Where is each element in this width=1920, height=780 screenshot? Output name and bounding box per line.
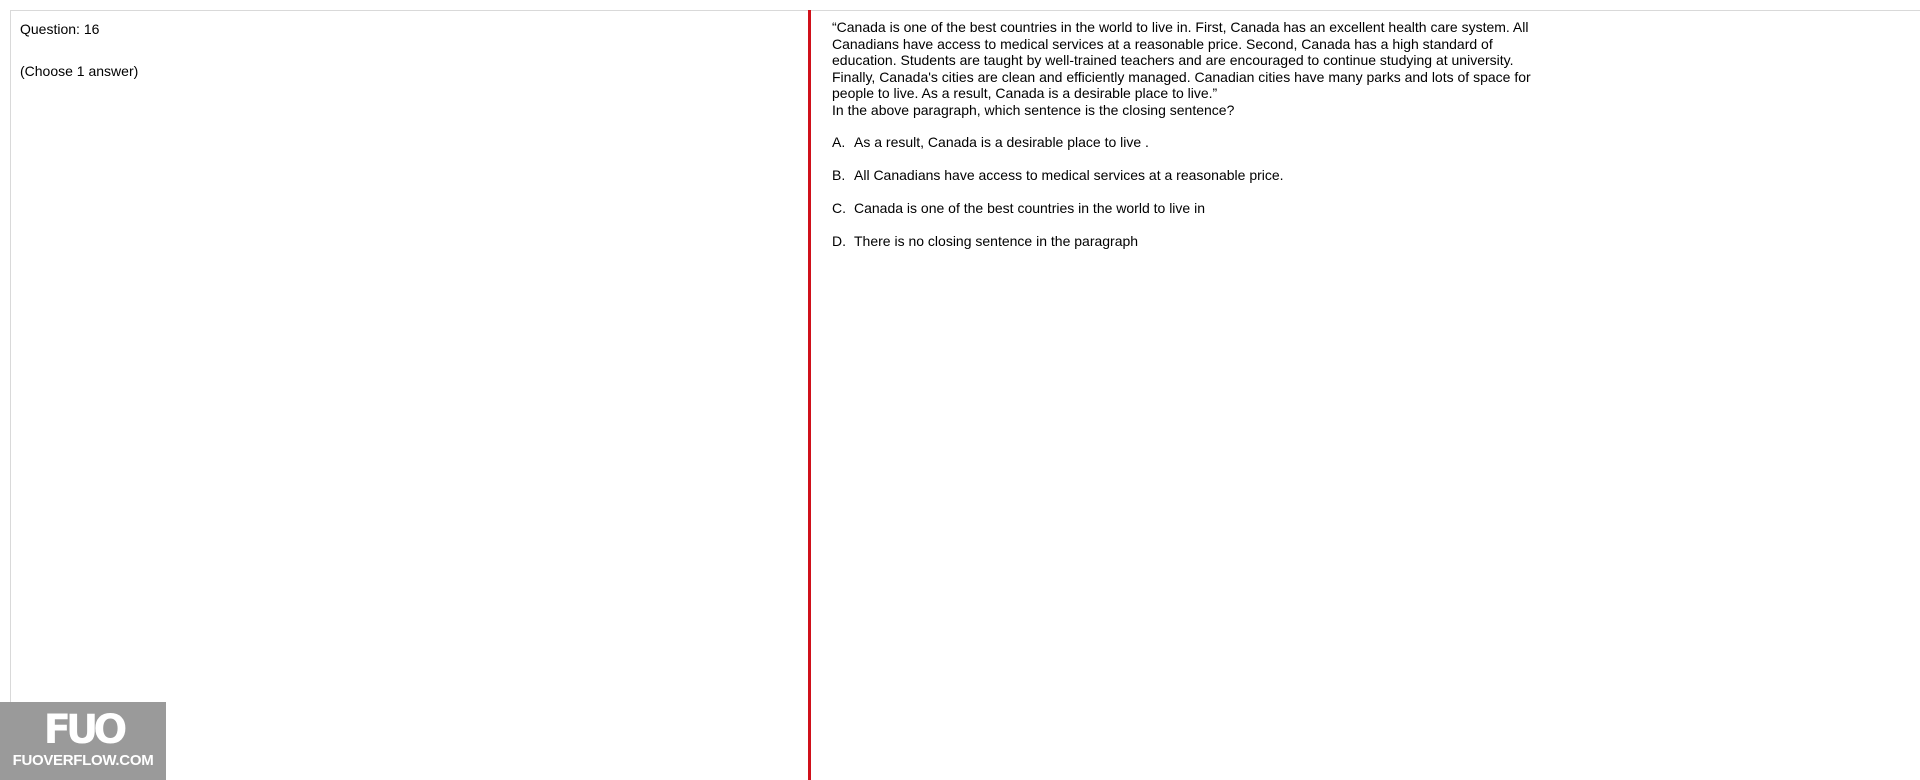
answer-text: All Canadians have access to medical services at a reasonable price.: [854, 167, 1284, 183]
answer-option-c[interactable]: [832, 200, 1562, 217]
pane-divider: [808, 10, 811, 780]
answer-option-d[interactable]: [832, 233, 1562, 250]
answer-letter: B.: [832, 167, 846, 183]
passage-text: “Canada is one of the best countries in the world to live in. First, Canada has an excellent health care system. All Canadians have access to medical services at a reasonable price. Second, Canada has a high standard of education. Students are taught by well-trained teachers and are encouraged to continue studying at university. Finally, Canada's cities are clean and efficiently managed. Canadian cities have many parks and lots of space for people to live. As a result, Canada is a desirable place to live.”: [832, 19, 1531, 101]
answer-option-b[interactable]: [832, 167, 1562, 184]
site-watermark: [0, 702, 166, 780]
watermark-site-name: FUOVERFLOW.COM: [12, 752, 154, 769]
question-number: Question: 16: [20, 21, 100, 37]
question-content-pane: [832, 19, 1562, 266]
question-prompt: In the above paragraph, which sentence is the closing sentence?: [832, 101, 1235, 118]
answer-text: Canada is one of the best countries in the world to live in: [854, 200, 1205, 216]
watermark-logo: FUO: [43, 707, 123, 753]
answer-option-a[interactable]: [832, 134, 1562, 151]
choose-hint: (Choose 1 answer): [20, 63, 139, 79]
question-info-pane: [10, 10, 808, 780]
answer-letter: A.: [832, 134, 846, 150]
answer-text: As a result, Canada is a desirable place to live .: [854, 134, 1149, 150]
answer-list: [832, 134, 1562, 250]
answer-letter: D.: [832, 233, 846, 249]
answer-text: There is no closing sentence in the paragraph: [854, 233, 1139, 249]
answer-letter: C.: [832, 200, 846, 216]
